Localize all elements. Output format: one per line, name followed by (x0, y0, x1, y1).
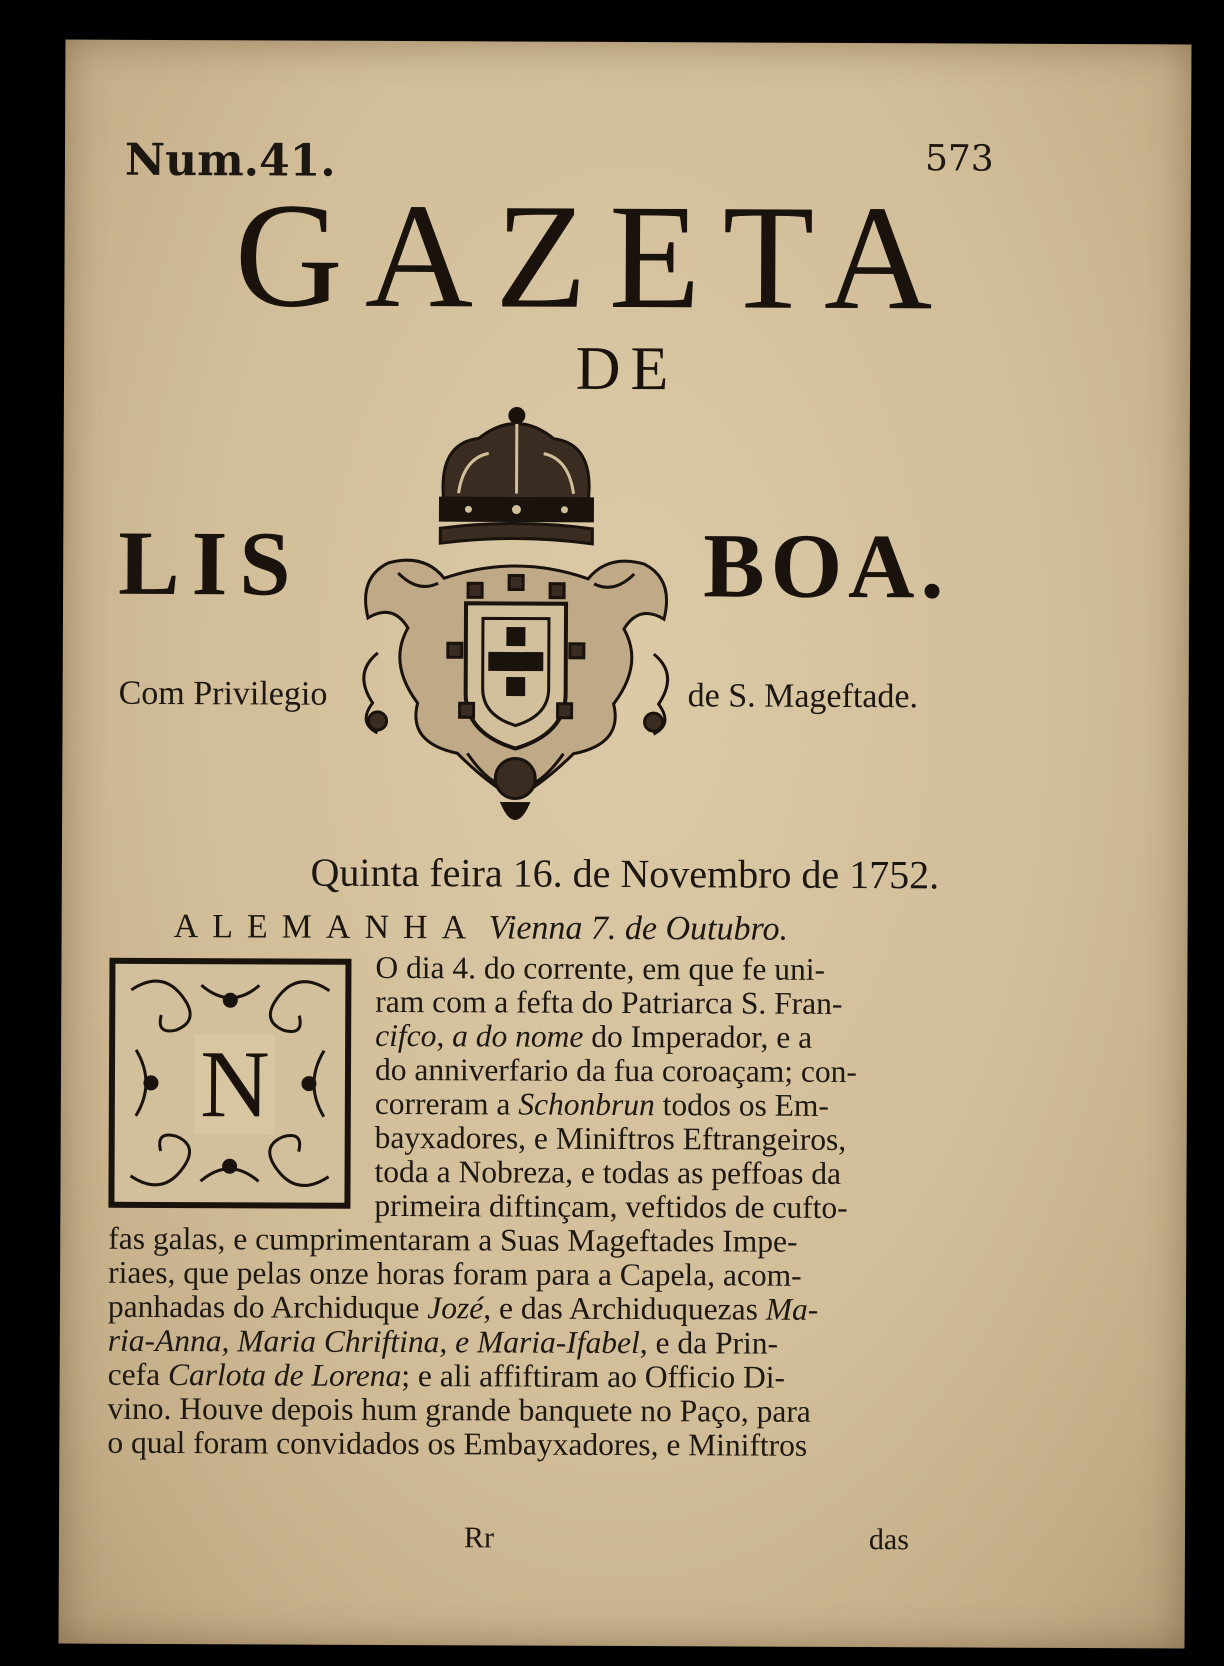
text-line (107, 1426, 912, 1464)
italic-text: a do nome (452, 1018, 584, 1054)
masthead-title: GAZETA (234, 172, 955, 342)
privilege-right: de S. Mageftade. (687, 677, 919, 716)
text-segment: , e das Archiduquezas (483, 1290, 766, 1327)
italic-text: Ma- (765, 1291, 819, 1327)
italic-text: Schonbrun (518, 1086, 655, 1123)
text-segment: todos os Em- (654, 1087, 829, 1123)
page-number: 573 (924, 138, 994, 180)
catchword: das (868, 1523, 910, 1557)
italic-text: cifco (375, 1017, 437, 1054)
dateline: Quinta feira 16. de Novembro de 1752. (310, 849, 940, 898)
text-segment: bayxadores, e Miniftros Eftrangeiros, (374, 1119, 847, 1157)
masthead-lis: LIS (117, 511, 303, 615)
royal-coat-of-arms-icon (347, 403, 684, 839)
article-body (107, 950, 914, 1464)
italic-text: ria-Anna, Maria Chriftina, e Maria-Ifabel (107, 1322, 640, 1361)
text-segment: ram com a fefta do Patriarca S. Fran- (375, 983, 843, 1021)
issue-number: Num.41. (124, 134, 336, 187)
text-line (375, 1087, 914, 1123)
text-line (374, 1189, 913, 1225)
text-line (375, 1053, 914, 1089)
italic-text: Jozé (427, 1290, 484, 1326)
text-segment: toda a Nobreza, e todas as peffoas da (374, 1153, 842, 1191)
text-line (108, 1256, 913, 1294)
section-city: Vienna 7. de Outubro. (488, 909, 789, 948)
text-line (108, 1290, 913, 1328)
text-line (375, 1019, 914, 1055)
text-segment: do Imperador, e a (583, 1018, 813, 1055)
text-line (108, 1222, 913, 1260)
text-line (375, 1121, 914, 1157)
text-line (107, 1392, 912, 1430)
masthead-de: DE (575, 334, 679, 404)
privilege-left: Com Privilegio (118, 674, 328, 713)
text-segment: correram a (374, 1085, 519, 1122)
italic-text: Carlota de Lorena (167, 1357, 402, 1394)
text-segment: primeira diftinçam, veftidos de cufto- (374, 1187, 848, 1225)
text-segment: , e da Prin- (639, 1325, 779, 1361)
signature-mark: Rr (463, 1521, 495, 1555)
initial-letter: N (195, 1034, 275, 1134)
text-line (108, 1358, 913, 1396)
masthead-boa: BOA. (702, 514, 950, 618)
text-segment: fas galas, e cumprimentaram a Suas Mageftades Impe- (108, 1220, 798, 1259)
text-segment: ; e ali affiftiram ao Officio Di- (401, 1358, 786, 1395)
newspaper-page (59, 40, 1192, 1649)
text-line (374, 1155, 913, 1191)
text-segment: o qual foram convidados os Embayxadores, e Miniftros (107, 1424, 808, 1463)
text-segment: do anniverfario da fua coroaçam; con- (374, 1051, 857, 1090)
text-segment: riaes, que pelas onze horas foram para a Capela, acom- (108, 1254, 802, 1293)
text-segment: , (436, 1018, 453, 1054)
text-segment: O dia 4. do corrente, em que fe uni- (375, 949, 826, 987)
text-segment: panhadas do Archiduque (107, 1288, 428, 1326)
section-heading (174, 908, 789, 949)
section-place: ALEMANHA (173, 908, 481, 947)
text-line (375, 985, 914, 1021)
text-line (108, 1324, 913, 1362)
text-segment: cefa (107, 1356, 169, 1393)
text-segment: vino. Houve depois hum grande banquete no Paço, para (107, 1390, 811, 1429)
text-line (375, 951, 914, 987)
